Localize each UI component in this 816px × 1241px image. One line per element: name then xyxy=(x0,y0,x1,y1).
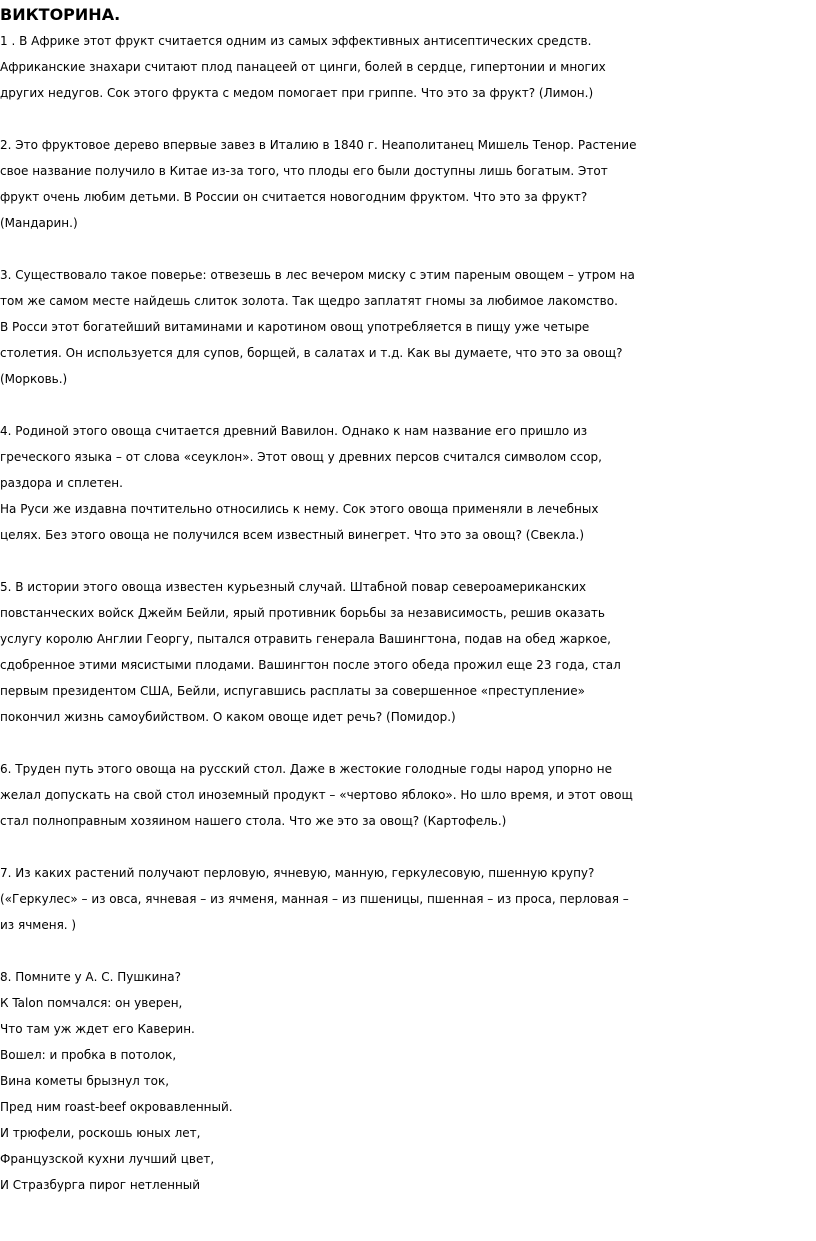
question-6 xyxy=(0,756,816,834)
question-text-line: В Росси этот богатейший витаминами и каротином овощ употребляется в пищу уже четыре xyxy=(0,320,590,334)
question-text-line: фрукт очень любим детьми. В России он считается новогодним фруктом. Что это за фрукт? xyxy=(0,190,588,204)
question-text-line: том же самом месте найдешь слиток золота. Так щедро заплатят гномы за любимое лакомство. xyxy=(0,294,618,308)
question-text-line: целях. Без этого овоща не получился всем известный винегрет. Что это за овощ? (Свекла.) xyxy=(0,528,585,542)
question-text-line: желал допускать на свой стол иноземный продукт – «чертово яблоко». Но шло время, и этот овощ xyxy=(0,788,633,802)
question-text-line: греческого языка – от слова «сеуклон». Этот овощ у древних персов считался символом ссор, xyxy=(0,450,602,464)
question-text-line: (Мандарин.) xyxy=(0,216,78,230)
question-text-line: свое название получило в Китае из-за того, что плоды его были доступны лишь богатым. Этот xyxy=(0,164,608,178)
paragraph-gap xyxy=(0,106,816,132)
question-text-line: На Руси же издавна почтительно относились к нему. Сок этого овоща применяли в лечебных xyxy=(0,502,599,516)
question-text-line: 6. Труден путь этого овоща на русский стол. Даже в жестокие голодные годы народ упорно не xyxy=(0,762,612,776)
poem-line: К Talon помчался: он уверен, xyxy=(0,996,183,1010)
question-text-line: других недугов. Сок этого фрукта с медом помогает при гриппе. Что это за фрукт? (Лимон.) xyxy=(0,86,594,100)
question-text-line: покончил жизнь самоубийством. О каком овоще идет речь? (Помидор.) xyxy=(0,710,456,724)
paragraph-gap xyxy=(0,236,816,262)
question-3 xyxy=(0,262,816,392)
question-2 xyxy=(0,132,816,236)
question-text-line: 7. Из каких растений получают перловую, ячневую, манную, геркулесовую, пшенную крупу? xyxy=(0,866,595,880)
question-text-line: столетия. Он используется для супов, борщей, в салатах и т.д. Как вы думаете, что это за овощ? xyxy=(0,346,623,360)
question-text-line: раздора и сплетен. xyxy=(0,476,123,490)
question-text-line: (Морковь.) xyxy=(0,372,68,386)
document-title: ВИКТОРИНА. xyxy=(0,5,121,24)
paragraph-gap xyxy=(0,834,816,860)
question-text-line: 8. Помните у А. С. Пушкина? xyxy=(0,970,181,984)
question-4 xyxy=(0,418,816,548)
poem-line: Пред ним roast-beef окровавленный. xyxy=(0,1100,233,1114)
question-text-line: повстанческих войск Джейм Бейли, ярый противник борьбы за независимость, решив оказать xyxy=(0,606,605,620)
question-text-line: 1 . В Африке этот фрукт считается одним из самых эффективных антисептических средств. xyxy=(0,34,592,48)
paragraph-gap xyxy=(0,938,816,964)
question-1 xyxy=(0,28,816,106)
poem-line: Что там уж ждет его Каверин. xyxy=(0,1022,195,1036)
poem-line: Французской кухни лучший цвет, xyxy=(0,1152,215,1166)
poem-line: Вошел: и пробка в потолок, xyxy=(0,1048,177,1062)
poem-line: И Стразбурга пирог нетленный xyxy=(0,1178,201,1192)
question-8 xyxy=(0,964,816,1198)
question-text-line: стал полноправным хозяином нашего стола. Что же это за овощ? (Картофель.) xyxy=(0,814,507,828)
paragraph-gap xyxy=(0,392,816,418)
poem-line: Вина кометы брызнул ток, xyxy=(0,1074,170,1088)
question-text-line: из ячменя. ) xyxy=(0,918,77,932)
question-text-line: 3. Существовало такое поверье: отвезешь в лес вечером миску с этим пареным овощем – утром на xyxy=(0,268,635,282)
question-text-line: услугу королю Англии Георгу, пытался отравить генерала Вашингтона, подав на обед жаркое, xyxy=(0,632,611,646)
paragraph-gap xyxy=(0,730,816,756)
question-text-line: 4. Родиной этого овоща считается древний Вавилон. Однако к нам название его пришло из xyxy=(0,424,588,438)
question-text-line: («Геркулес» – из овса, ячневая – из ячменя, манная – из пшеницы, пшенная – из проса, перловая – xyxy=(0,892,629,906)
question-text-line: 2. Это фруктовое дерево впервые завез в Италию в 1840 г. Неаполитанец Мишель Тенор. Растение xyxy=(0,138,637,152)
question-text-line: первым президентом США, Бейли, испугавшись расплаты за совершенное «преступление» xyxy=(0,684,585,698)
question-5 xyxy=(0,574,816,730)
question-text-line: Африканские знахари считают плод панацеей от цинги, болей в сердце, гипертонии и многих xyxy=(0,60,606,74)
poem-line: И трюфели, роскошь юных лет, xyxy=(0,1126,201,1140)
question-7 xyxy=(0,860,816,938)
question-text-line: сдобренное этими мясистыми плодами. Вашингтон после этого обеда прожил еще 23 года, стал xyxy=(0,658,621,672)
paragraph-gap xyxy=(0,548,816,574)
question-text-line: 5. В истории этого овоща известен курьезный случай. Штабной повар североамериканских xyxy=(0,580,587,594)
